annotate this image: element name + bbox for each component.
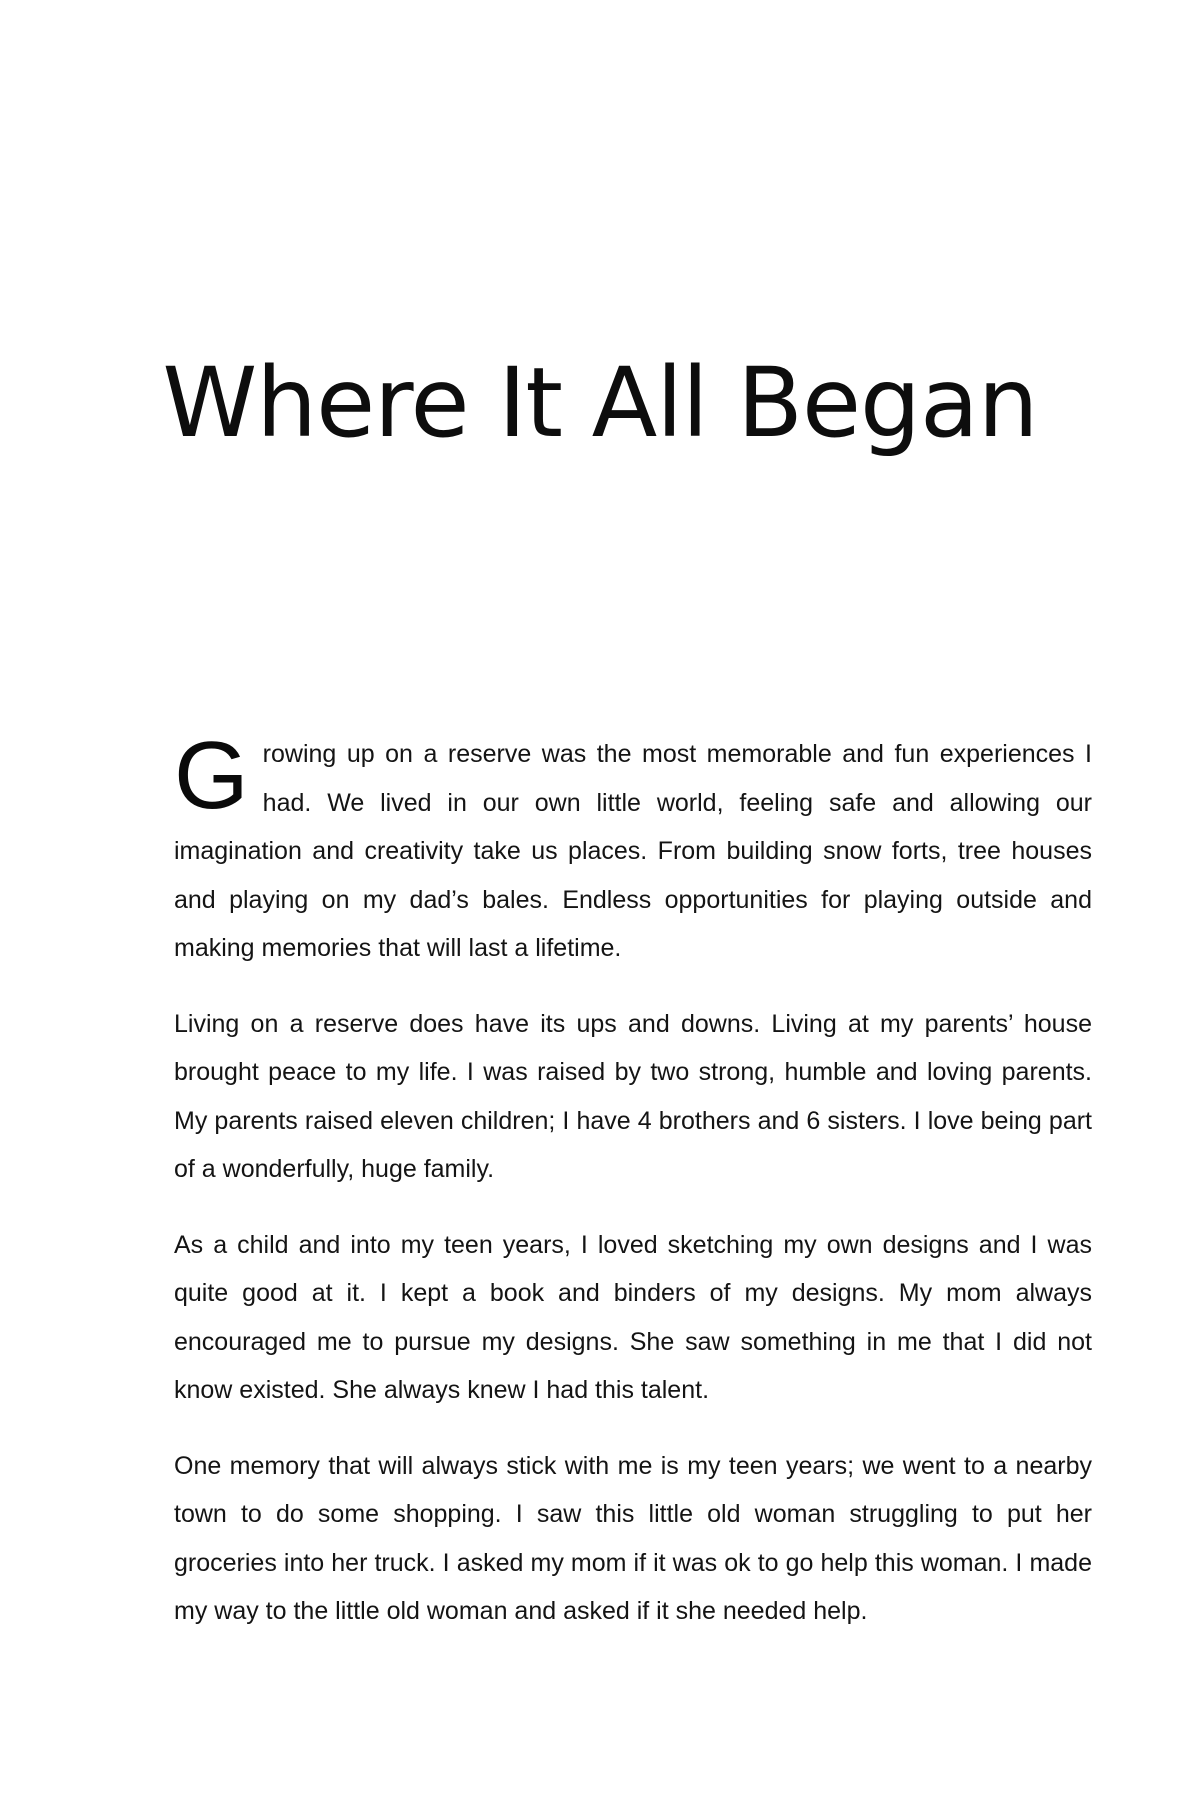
paragraph-4: One memory that will always stick with me is my teen years; we went to a nearby town to do some shopping. I saw this little old woman struggling to put her groceries into her truck. I asked my mom if it was ok to go help this woman. I made my way to the little old woman and asked if it she needed help.: [174, 1451, 1092, 1625]
drop-cap: G: [174, 722, 249, 829]
paragraph-2: Living on a reserve does have its ups and downs. Living at my parents’ house brought peace to my life. I was raised by two strong, humble and loving parents. My parents raised eleven children; I have 4 brothers and 6 sisters. I love being part of a wonderfully, huge family.: [174, 1009, 1092, 1183]
paragraph-1: [174, 722, 1092, 973]
chapter-title: Where It All Began: [162, 347, 1038, 459]
paragraph-1-text: rowing up on a reserve was the most memorable and fun experiences I had. We lived in our own little world, feeling safe and allowing our imagination and creativity take us places. From building snow forts, tree houses and playing on my dad’s bales. Endless opportunities for playing outside and making memories that will last a lifetime.: [174, 740, 1092, 962]
chapter-body: [174, 722, 1092, 1663]
paragraph-3: As a child and into my teen years, I loved sketching my own designs and I was quite good at it. I kept a book and binders of my designs. My mom always encouraged me to pursue my designs. She saw something in me that I did not know existed. She always knew I had this talent.: [174, 1230, 1092, 1404]
